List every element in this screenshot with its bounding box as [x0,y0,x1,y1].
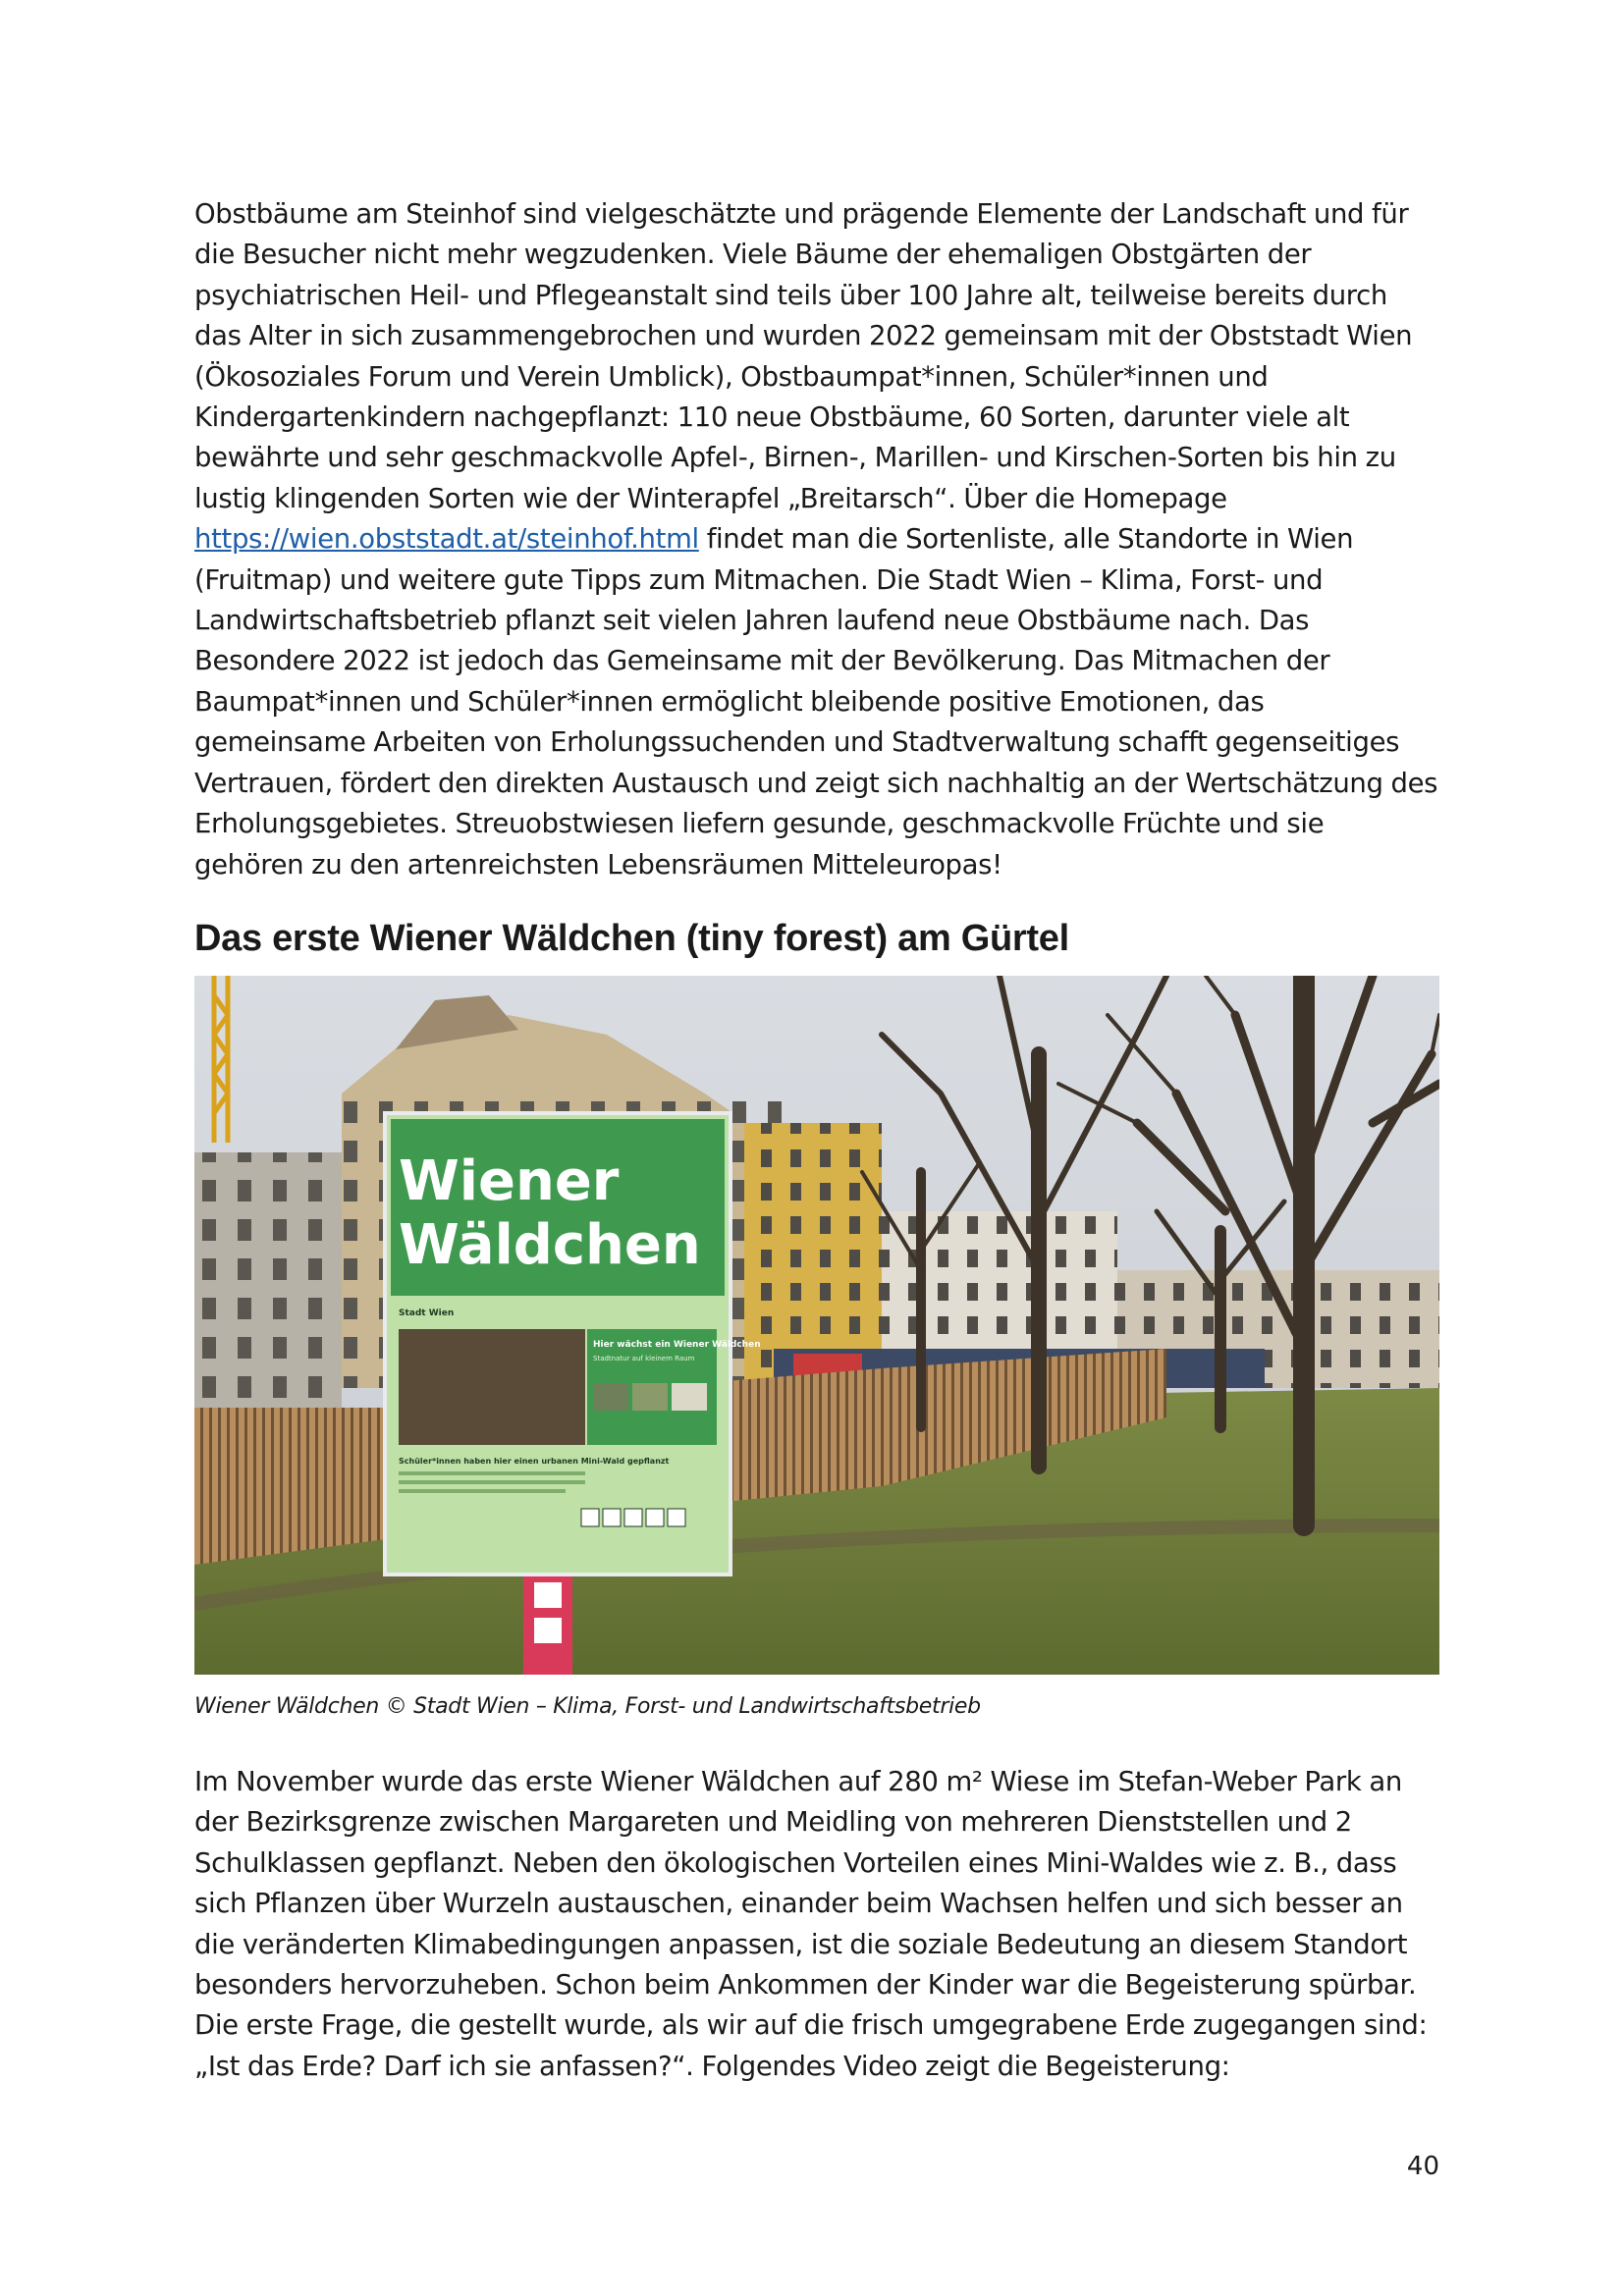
document-page [194,194,1439,2087]
sign-title-line-2: Wäldchen [399,1212,701,1277]
section-heading: Das erste Wiener Wäldchen (tiny forest) am Gürtel [194,917,1069,959]
sign-box-title: Hier wächst ein Wiener Wäldchen [593,1339,761,1350]
paragraph-waeldchen: Im November wurde das erste Wiener Wäldchen auf 280 m² Wiese im Stefan-Weber Park an der Bezirksgrenze zwischen Margareten und Meidling von mehreren Dienststellen und 2 Schulklassen gepflanzt. Neben den ökologischen Vorteilen eines Mini-Waldes wie z. B., dass sich Pflanzen über Wurzeln austauschen, einander beim Wachsen helfen und sich besser an die veränderten Klimabedingungen anpassen, ist die soziale Bedeutung an diesem Standort besonders hervorzuheben. Schon beim Ankommen der Kinder war die Begeisterung spürbar. Die erste Frage, die gestellt wurde, als wir auf die frisch umgegrabene Erde zugegangen sind: „Ist das Erde? Darf ich sie anfassen?“. Folgendes Video zeigt die Begeisterung: [194,1765,1428,2082]
sign-box-subtitle: Stadtnatur auf kleinem Raum [593,1354,695,1362]
sign-title-line-1: Wiener [399,1148,620,1213]
sign-info-text: Schüler*innen haben hier einen urbanen Mini-Wald gepflanzt [399,1456,670,1466]
photo-caption: Wiener Wäldchen © Stadt Wien – Klima, Forst- und Landwirtschaftsbetrieb [194,1693,981,1719]
page-number: 40 [1406,2152,1439,2181]
paragraph-obstbaeume [194,194,1439,885]
obststadt-link[interactable]: https://wien.obststadt.at/steinhof.html [194,523,699,556]
sign-brand: Stadt Wien [399,1308,455,1318]
paragraph-text-end: findet man die Sortenliste, alle Standorte in Wien (Fruitmap) und weitere gute Tipps zum Mitmachen. Die Stadt Wien – Klima, Forst- und Landwirtschaftsbetrieb pflanzt seit vielen Jahren laufend neue Obstbäume nach. Das Besondere 2022 ist jedoch das Gemeinsame mit der Bevölkerung. Das Mitmachen der Baumpat*innen und Schüler*innen ermöglicht bleibende positive Emotionen, das gemeinsame Arbeiten von Erholungssuchenden und Stadtverwaltung schafft gegenseitiges Vertrauen, fördert den direkten Austausch und zeigt sich nachhaltig an der Wertschätzung des Erholungsgebietes. Streuobstwiesen liefern gesunde, geschmackvolle Früchte und sie gehören zu den artenreichsten Lebensräumen Mitteleuropas! [194,523,1438,881]
wiener-waeldchen-photo [194,976,1439,1675]
wiener-waeldchen-sign [385,1113,761,1575]
paragraph-text-start: Obstbäume am Steinhof sind vielgeschätzte und prägende Elemente der Landschaft und für die Besucher nicht mehr wegzudenken. Viele Bäume der ehemaligen Obstgärten der psychiatrischen Heil- und Pflegeanstalt sind teils über 100 Jahre alt, teilweise bereits durch das Alter in sich zusammengebrochen und wurden 2022 gemeinsam mit der Obststadt Wien (Ökosoziales Forum und Verein Umblick), Obstbaumpat*innen, Schüler*innen und Kindergartenkindern nachgepflanzt: 110 neue Obstbäume, 60 Sorten, darunter viele alt bewährte und sehr geschmackvolle Apfel-, Birnen-, Marillen- und Kirschen-Sorten bis hin zu lustig klingenden Sorten wie der Winterapfel „Breitarsch“. Über die Homepage [194,198,1413,514]
